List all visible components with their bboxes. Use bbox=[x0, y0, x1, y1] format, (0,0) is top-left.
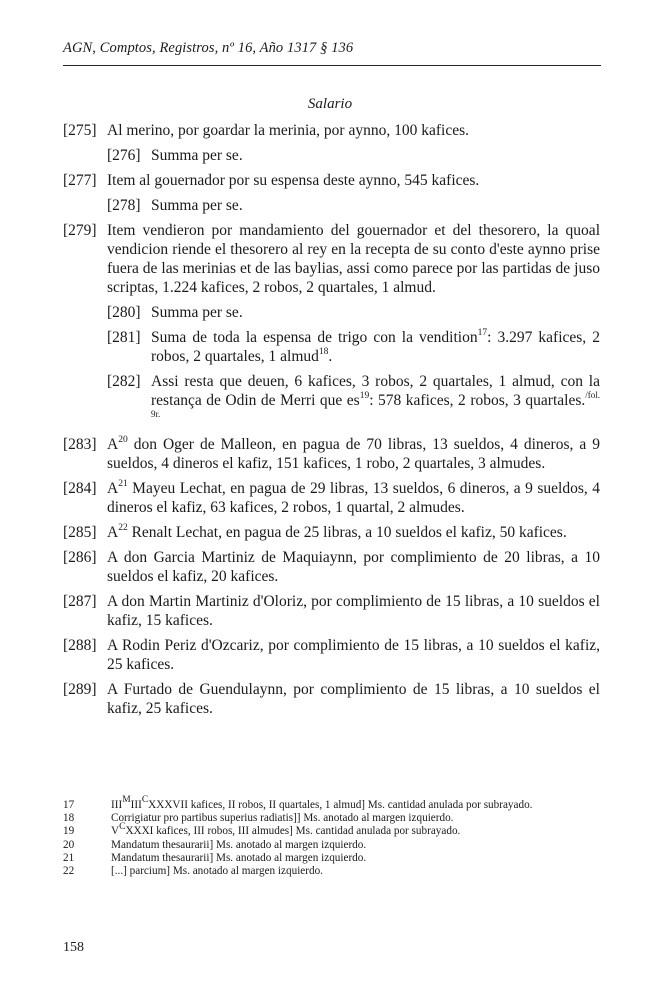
entry-text bbox=[151, 372, 600, 429]
entry-text bbox=[107, 479, 600, 517]
entry-text: Summa per se. bbox=[151, 304, 243, 321]
section-title: Salario bbox=[307, 96, 353, 112]
entry-number: [287] bbox=[63, 593, 97, 610]
entry-text: A Furtado de Guendulaynn, por complimiento de 15 libras, a 10 sueldos el kafiz, 25 kafices. bbox=[107, 681, 600, 717]
entry-text: A don Martin Martiniz d'Oloriz, por complimiento de 15 libras, a 10 sueldos el kafiz, 15 kafices. bbox=[107, 593, 600, 629]
entry-text-part: Renalt Lechat, en pagua de 25 libras, a 10 sueldos el kafiz, 50 kafices. bbox=[127, 524, 567, 541]
footnote-number: 17 bbox=[63, 799, 75, 811]
entry-280 bbox=[107, 303, 600, 322]
entry-276 bbox=[107, 146, 600, 165]
entry-text-part: A bbox=[107, 480, 119, 497]
footnote-number: 21 bbox=[63, 851, 75, 864]
entry-number: [276] bbox=[107, 147, 141, 164]
footnote-text: [...] parcium] Ms. anotado al margen izquierdo. bbox=[111, 865, 323, 878]
entry-number: [275] bbox=[63, 122, 97, 139]
folio-marker: /fol. 9r. bbox=[151, 389, 600, 419]
footnote-text: Corrigiatur pro partibus superius radiatis]] Ms. anotado al margen izquierdo. bbox=[111, 812, 454, 825]
entry-text-part: don Oger de Malleon, en pagua de 70 libras, 13 sueldos, 4 dineros, a 9 sueldos, 4 dineros el kafiz, 151 kafices, 1 robo, 2 quartales, 3 almudes. bbox=[107, 436, 600, 472]
footnote-number: 18 bbox=[63, 812, 75, 825]
entry-283 bbox=[63, 435, 600, 473]
entry-text-part: Mayeu Lechat, en pagua de 29 libras, 13 sueldos, 6 dineros, a 9 sueldos, 4 dineros el kafiz, 63 kafices, 2 robos, 1 quartal, 2 almudes. bbox=[107, 480, 600, 516]
footnote-text: Mandatum thesaurarii] Ms. anotado al margen izquierdo. bbox=[111, 851, 367, 864]
footnote-ref: 18 bbox=[318, 346, 329, 357]
footnote-text-part: III bbox=[130, 799, 142, 811]
footnote-text bbox=[111, 821, 600, 838]
footnote-20 bbox=[63, 839, 600, 852]
footnote-ref: 21 bbox=[118, 478, 128, 489]
entry-text: Al merino, por goardar la merinia, por aynno, 100 kafices. bbox=[107, 122, 469, 139]
entry-text-part: . bbox=[328, 348, 333, 365]
entry-288 bbox=[63, 636, 600, 674]
entry-text: Item vendieron por mandamiento del gouernador et del thesorero, la quoal vendicion riende el thesorero al rey en la recepta de su conto d'este aynno prise fuera de las merinias et de las baylias, assi como parece por las partidas de juso scriptas, 1.224 kafices, 2 robos, 2 quartales, 1 almud. bbox=[107, 222, 600, 296]
entry-text: Item al gouernador por su espensa deste aynno, 545 kafices. bbox=[107, 172, 480, 189]
entry-number: [280] bbox=[107, 304, 141, 321]
footnote-ref: 22 bbox=[118, 522, 128, 533]
footnote-17 bbox=[63, 795, 600, 812]
entry-text-part: Suma de toda la espensa de trigo con la vendition bbox=[151, 329, 478, 346]
entry-284 bbox=[63, 479, 600, 517]
entry-text: A don Garcia Martiniz de Maquiaynn, por complimiento de 20 libras, a 10 sueldos el kafiz, 20 kafices. bbox=[107, 549, 600, 585]
footnote-number: 20 bbox=[63, 838, 75, 851]
footnote-text bbox=[111, 795, 600, 812]
entry-text: A Rodin Periz d'Ozcariz, por complimiento de 15 libras, a 10 sueldos el kafiz, 25 kafices. bbox=[107, 637, 600, 673]
entry-279 bbox=[63, 221, 600, 297]
entry-text: Summa per se. bbox=[151, 147, 243, 164]
footnote-text-part: XXXVII kafices, II robos, II quartales, 1 almud] Ms. cantidad anulada por subrayado. bbox=[148, 799, 533, 811]
page-number: 158 bbox=[63, 940, 84, 955]
entry-number: [283] bbox=[63, 436, 97, 453]
entry-number: [286] bbox=[63, 549, 97, 566]
header-rule bbox=[63, 65, 601, 66]
footnote-text: Mandatum thesaurarii] Ms. anotado al margen izquierdo. bbox=[111, 838, 367, 851]
footnote-number: 22 bbox=[63, 865, 75, 878]
entry-281 bbox=[107, 328, 600, 366]
entry-list bbox=[63, 121, 600, 724]
footnote-number: 19 bbox=[63, 825, 75, 838]
entry-text bbox=[107, 435, 600, 473]
entry-text bbox=[151, 328, 600, 366]
footnote-text-part: V bbox=[111, 825, 120, 838]
entry-282 bbox=[107, 372, 600, 429]
footnote-19 bbox=[63, 821, 600, 838]
footnote-text-part: III bbox=[111, 799, 123, 811]
footnote-text-part: XXXI kafices, III robos, III almudes] Ms. cantidad anulada por subrayado. bbox=[125, 825, 461, 838]
footnote-ref: 20 bbox=[118, 434, 128, 445]
footnote-ref: 19 bbox=[359, 390, 370, 401]
numeral-superscript: C bbox=[119, 821, 126, 832]
entry-text-part: A bbox=[107, 524, 119, 541]
footnote-18 bbox=[63, 812, 600, 825]
entry-number: [278] bbox=[107, 197, 141, 214]
entry-number: [277] bbox=[63, 172, 97, 189]
entry-278 bbox=[107, 196, 600, 215]
footnotes bbox=[63, 795, 600, 878]
running-head: AGN, Comptos, Registros, nº 16, Año 1317 § 136 bbox=[63, 40, 354, 56]
entry-number: [288] bbox=[63, 637, 97, 654]
entry-number: [282] bbox=[107, 373, 141, 390]
entry-287 bbox=[63, 592, 600, 630]
entry-text-part: : 578 kafices, 2 robos, 3 quartales. bbox=[369, 392, 586, 409]
numeral-superscript: C bbox=[141, 795, 149, 806]
entry-text: Summa per se. bbox=[151, 197, 243, 214]
entry-number: [281] bbox=[107, 329, 141, 346]
footnote-21 bbox=[63, 852, 600, 865]
entry-text-part: Assi resta que deuen, 6 kafices, 3 robos, 2 quartales, 1 almud, con la restança de Odin de Merri que es bbox=[151, 373, 600, 409]
entry-number: [279] bbox=[63, 222, 97, 239]
numeral-superscript: M bbox=[122, 795, 131, 806]
entry-286 bbox=[63, 548, 600, 586]
entry-275 bbox=[63, 121, 600, 140]
entry-text-part: : 3.297 kafices, 2 robos, 2 quartales, 1 almud bbox=[151, 329, 600, 365]
entry-number: [284] bbox=[63, 480, 97, 497]
entry-number: [285] bbox=[63, 524, 97, 541]
entry-number: [289] bbox=[63, 681, 97, 698]
entry-289 bbox=[63, 680, 600, 718]
entry-text-part: A bbox=[107, 436, 119, 453]
entry-277 bbox=[63, 171, 600, 190]
footnote-ref: 17 bbox=[477, 327, 488, 338]
entry-text bbox=[107, 523, 600, 542]
footnote-22 bbox=[63, 865, 600, 878]
entry-285 bbox=[63, 523, 600, 542]
